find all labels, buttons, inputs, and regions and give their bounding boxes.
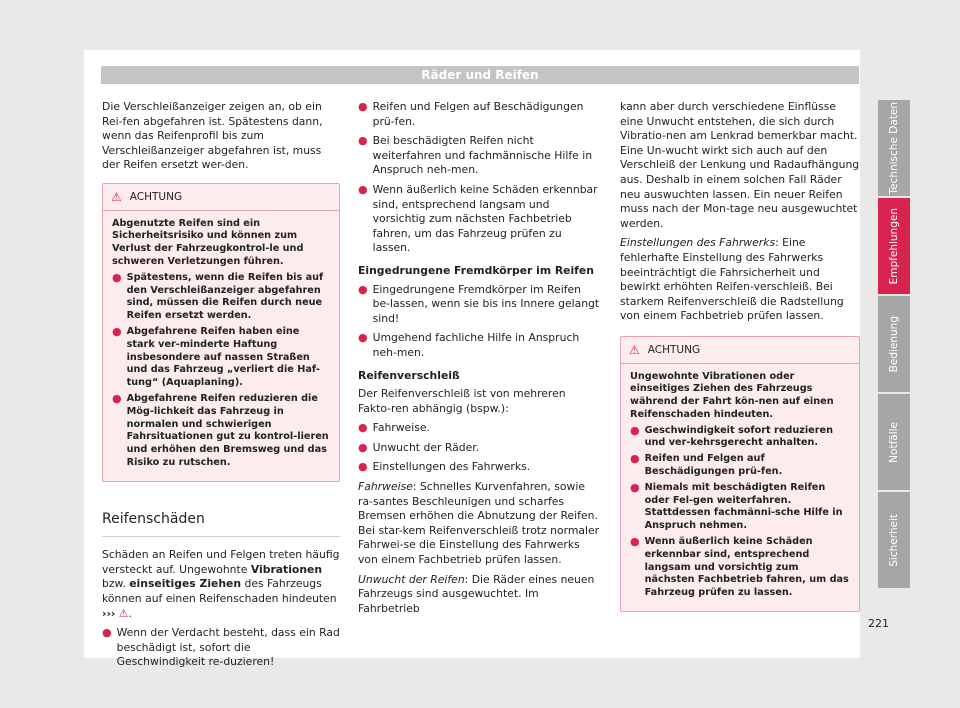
warning-lead: Abgenutzte Reifen sind ein Sicherheitsrisiko und können zum Verlust der Fahrzeugkontrol-le und schweren Verletzungen führen. <box>112 217 304 267</box>
warning-title: ACHTUNG <box>129 190 183 203</box>
bullet-icon: ● <box>358 100 368 113</box>
tab-notfaelle[interactable]: Notfälle <box>878 394 910 490</box>
bullet-icon: ● <box>112 391 122 405</box>
list-item: ● Reifen und Felgen auf Beschädigungen prü-fen. <box>358 100 584 128</box>
column-right <box>620 100 860 620</box>
list-item: ● Bei beschädigten Reifen nicht weiterfahren und fachmännische Hilfe in Anspruch neh-men. <box>358 134 593 177</box>
list-item: ● Wenn äußerlich keine Schäden erkennbar sind, entsprechend langsam und vorsichtig zum nächsten Fachbetrieb fahren, um das Fahrzeug prüfen zu lassen. <box>358 182 598 255</box>
list-item: ● Fahrweise. <box>358 421 430 435</box>
tab-technische-daten[interactable]: Technische Daten <box>878 100 910 196</box>
subheading-foreign-objects: Eingedrungene Fremdkörper im Reifen <box>358 263 594 277</box>
imbalance-paragraph: Unwucht der Reifen: Die Räder eines neuen Fahrzeugs sind ausgewuchtet. Im Fahrbetrieb <box>358 572 595 615</box>
bullet-icon: ● <box>358 460 368 474</box>
warning-box <box>620 336 860 612</box>
bullet-icon: ● <box>112 270 122 284</box>
page-number: 221 <box>868 617 889 630</box>
warning-lead: Ungewohnte Vibrationen oder einseitiges Ziehen des Fahrzeugs während der Fahrt kön-nen auf einen Reifenschaden hindeuten. <box>630 370 834 420</box>
list-item: ● Einstellungen des Fahrwerks. <box>358 460 531 474</box>
bullet-icon: ● <box>630 535 640 549</box>
list-item: ● Unwucht der Räder. <box>358 440 480 454</box>
section-divider <box>102 536 340 537</box>
reference-arrow[interactable]: ››› <box>102 606 116 620</box>
wear-paragraph: Der Reifenverschleiß ist von mehreren Fakto-ren abhängig (bspw.): <box>358 387 566 415</box>
bullet-icon: ● <box>630 452 640 466</box>
bullet-icon: ● <box>358 182 368 196</box>
bullet-icon: ● <box>112 324 122 338</box>
column-middle <box>358 100 600 621</box>
warning-item: ● Wenn äußerlich keine Schäden erkennbar sind, entsprechend langsam und vorsichtig zum nächsten Fachbetrieb fahren, um das Fahrzeug prüfen zu lassen. <box>630 535 849 599</box>
bullet-icon: ● <box>630 423 640 437</box>
warning-header <box>621 337 859 364</box>
warning-triangle-icon: ⚠ <box>629 342 640 357</box>
subheading-tire-wear: Reifenverschleiß <box>358 368 460 382</box>
bullet-icon: ● <box>102 626 112 640</box>
driving-style-paragraph: Fahrweise: Schnelles Kurvenfahren, sowie ra-santes Beschleunigen und scharfes Bremsen erhöhen die Abnutzung der Reifen. Bei star-kem Reifenverschleiß trotz normaler Fahrwei-se die Einstellung des Fahrwerks von einem Fachbetrieb prüfen lassen. <box>358 480 600 567</box>
chassis-paragraph: Einstellungen des Fahrwerks: Eine fehlerhafte Einstellung des Fahrwerks beeinträchtigt die Fahrsicherheit und bewirkt erhöhten Reifen-verschleiß. Bei starkem Reifenverschleiß die Radstellung von einem Fachbetrieb prüfen lassen. <box>620 236 844 323</box>
warning-box <box>102 183 340 482</box>
bullet-icon: ● <box>358 282 368 296</box>
damage-paragraph: Schäden an Reifen und Felgen treten häufig versteckt auf. Ungewohnte Vibrationen bzw. einseitiges Ziehen des Fahrzeugs können auf einen Reifenschaden hindeuten ››› ⚠. <box>102 548 340 620</box>
tab-empfehlungen[interactable]: Empfehlungen <box>878 198 910 294</box>
warning-triangle-icon: ⚠ <box>111 189 122 204</box>
bullet-icon: ● <box>630 480 640 494</box>
column-left <box>102 100 340 675</box>
bullet-icon: ● <box>358 331 368 345</box>
list-item: ● Wenn der Verdacht besteht, dass ein Rad beschädigt ist, sofort die Geschwindigkeit re-duzieren! <box>102 626 340 669</box>
intro-paragraph: Die Verschleißanzeiger zeigen an, ob ein Rei-fen abgefahren ist. Spätestens dann, wenn das Reifenprofil bis zum Verschleißanzeiger abgefahren ist, muss der Reifen ersetzt wer-den. <box>102 100 323 172</box>
warning-item: ● Spätestens, wenn die Reifen bis auf den Verschleißanzeiger abgefahren sind, müssen die Reifen durch neue Reifen ersetzt werden. <box>112 270 324 322</box>
bullet-icon: ● <box>358 440 368 454</box>
tab-sicherheit[interactable]: Sicherheit <box>878 492 910 588</box>
list-item: ● Eingedrungene Fremdkörper im Reifen be-lassen, wenn sie bis ins Innere gelangt sind! <box>358 282 600 325</box>
bullet-icon: ● <box>358 421 368 435</box>
warning-item: ● Abgefahrene Reifen haben eine stark ver-minderte Haftung insbesondere auf nassen Straßen und das Fahrzeug „verliert die Haf-tung“ (Aquaplaning). <box>112 324 320 389</box>
page-header: Räder und Reifen <box>101 66 859 84</box>
warning-reference-icon[interactable]: ⚠ <box>118 606 129 620</box>
imbalance-continued-paragraph: kann aber durch verschiedene Einflüsse eine Unwucht entstehen, die sich durch Vibratio-nen am Lenkrad bemerkbar macht. Eine Un-wucht wirkt sich auch auf den Verschleiß der Lenkung und Radaufhängung aus. Deshalb in einem solchen Fall Räder neu auswuchten lassen. Ein neuer Reifen muss nach der Mon-tage neu ausgewuchtet werden. <box>620 100 860 230</box>
list-item: ● Umgehend fachliche Hilfe in Anspruch neh-men. <box>358 331 580 359</box>
warning-body <box>103 211 339 481</box>
tab-bedienung[interactable]: Bedienung <box>878 296 910 392</box>
section-title: Reifenschäden <box>102 512 340 527</box>
bullet-icon: ● <box>358 134 368 148</box>
warning-header <box>103 184 339 211</box>
warning-item: ● Reifen und Felgen auf Beschädigungen prü-fen. <box>630 452 783 478</box>
warning-item: ● Abgefahrene Reifen reduzieren die Mög-lichkeit das Fahrzeug in normalen und schwierigen Fahrsituationen gut zu kontrol-lieren und erhöhen den Bremsweg und das Risiko zu rutschen. <box>112 391 329 468</box>
warning-title: ACHTUNG <box>647 343 701 356</box>
warning-item: ● Geschwindigkeit sofort reduzieren und ver-kehrsgerecht anhalten. <box>630 423 833 449</box>
warning-item: ● Niemals mit beschädigten Reifen oder Fel-gen weiterfahren. Stattdessen fachmänni-sche Hilfe in Anspruch nehmen. <box>630 480 843 532</box>
warning-body <box>621 364 859 612</box>
